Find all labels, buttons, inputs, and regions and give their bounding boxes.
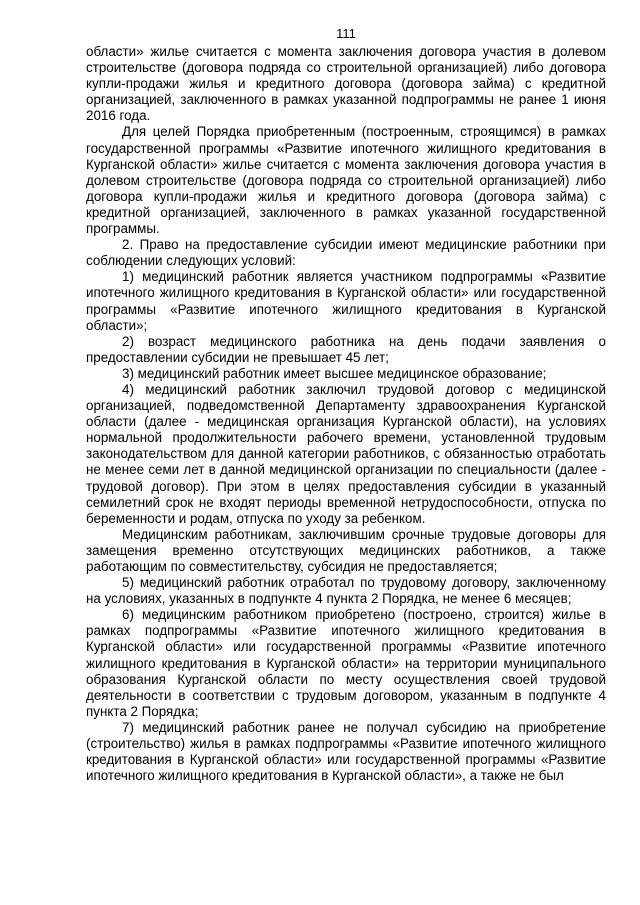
page-number: 111	[336, 26, 356, 41]
paragraph-4: 1) медицинский работник является участником подпрограммы «Развитие ипотечного жилищного кредитования в Курганской области» или государственной программы «Развитие ипотечного жилищного кредитования в Курганской области»;	[86, 269, 606, 333]
paragraph-3: 2. Право на предоставление субсидии имеют медицинские работники при соблюдении следующих условий:	[86, 237, 606, 269]
paragraph-1: области» жилье считается с момента заключения договора участия в долевом строительстве (договора подряда со строительной организацией) либо договора купли-продажи жилья и кредитного договора (договора займа) с кредитной организацией, заключенного в рамках указанной подпрограммы не ранее 1 июня 2016 года.	[86, 44, 606, 124]
paragraph-10: 6) медицинским работником приобретено (построено, строится) жилье в рамках подпрограммы «Развитие ипотечного жилищного кредитования в Курганской области» или государственной программы «Развитие ипотечного жилищного кредитования в Курганской области» на территории муниципального образования Курганской области по месту осуществления своей трудовой деятельности в соответствии с трудовым договором, указанным в подпункте 4 пункта 2 Порядка;	[86, 607, 606, 719]
paragraph-7: 4) медицинский работник заключил трудовой договор с медицинской организацией, подведомственной Департаменту здравоохранения Курганской области (далее - медицинская организация Курганской области), на условиях нормальной продолжительности рабочего времени, установленной трудовым законодательством для данной категории работников, с обязанностью отработать не менее семи лет в данной медицинской организации по специальности (далее - трудовой договор). При этом в целях предоставления субсидии в указанный семилетний срок не входят периоды временной нетрудоспособности, отпуска по беременности и родам, отпуска по уходу за ребенком.	[86, 381, 606, 526]
document-page	[86, 26, 606, 784]
paragraph-6: 3) медицинский работник имеет высшее медицинское образование;	[122, 365, 547, 381]
paragraph-8: Медицинским работникам, заключившим срочные трудовые договоры для замещения временно отсутствующих медицинских работников, а также работающим по совместительству, субсидия не предоставляется;	[86, 526, 606, 574]
paragraph-11: 7) медицинский работник ранее не получал субсидию на приобретение (строительство) жилья в рамках подпрограммы «Развитие ипотечного жилищного кредитования в Курганской области» или государственной программы «Развитие ипотечного жилищного кредитования в Курганской области», а также не был	[86, 719, 606, 784]
paragraph-2: Для целей Порядка приобретенным (построенным, строящимся) в рамках государственной программы «Развитие ипотечного жилищного кредитования в Курганской области» жилье считается с момента заключения договора участия в долевом строительстве (договора подряда со строительной организацией) либо договора купли-продажи жилья и кредитного договора (договора займа) с кредитной организацией, заключенного в рамках указанной государственной программы.	[86, 124, 606, 237]
paragraph-9: 5) медицинский работник отработал по трудовому договору, заключенному на условиях, указанных в подпункте 4 пункта 2 Порядка, не менее 6 месяцев;	[86, 575, 606, 607]
paragraph-5: 2) возраст медицинского работника на день подачи заявления о предоставлении субсидии не превышает 45 лет;	[86, 333, 606, 365]
